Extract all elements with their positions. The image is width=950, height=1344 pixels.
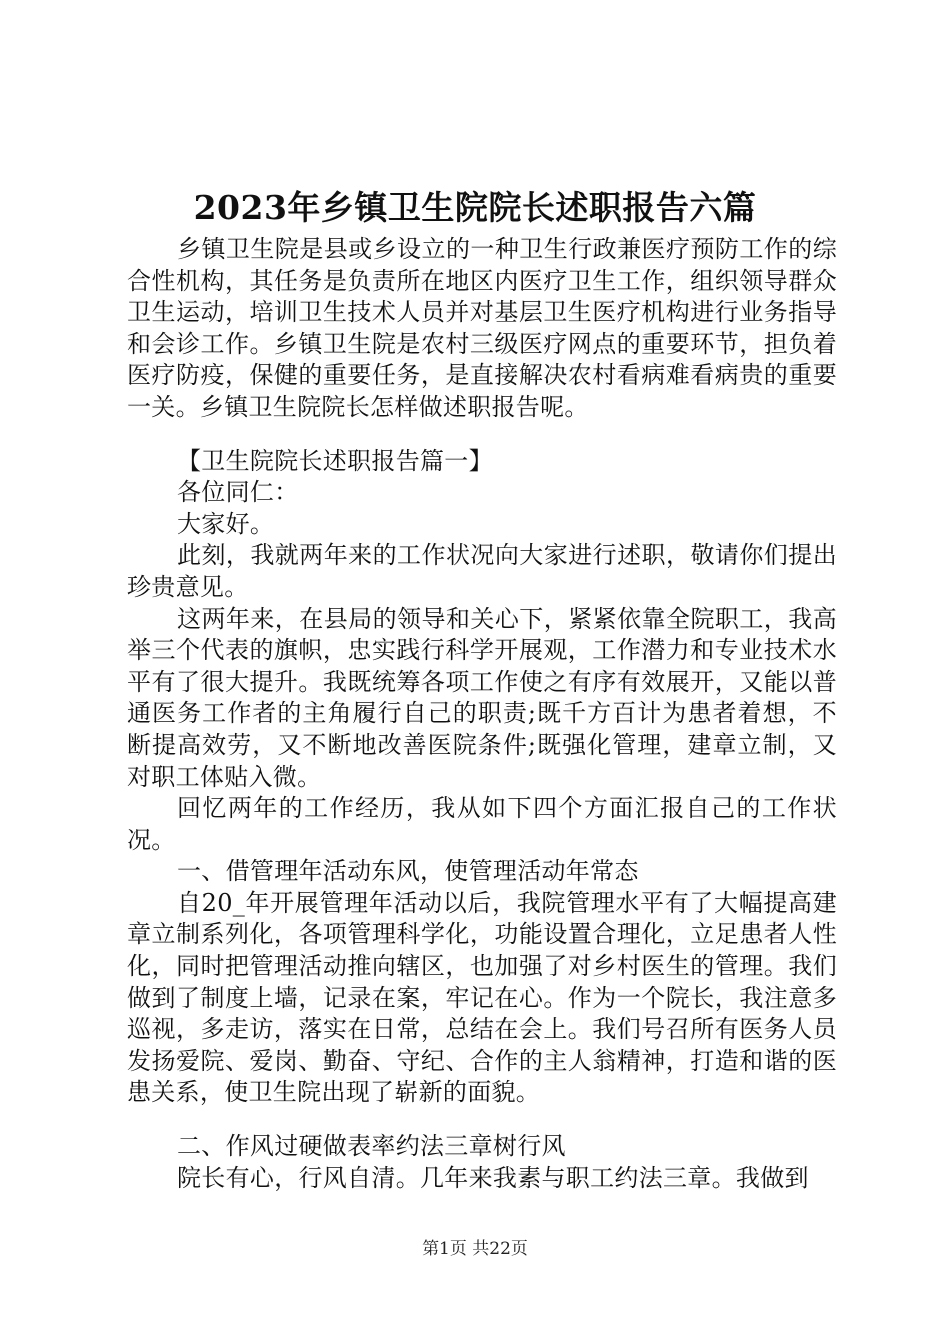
salutation: 各位同仁：	[177, 478, 299, 507]
intro-paragraph: 乡镇卫生院是县或乡设立的一种卫生行政兼医疗预防工作的综合性机构，其任务是负责所在地区内医疗卫生工作，组织领导群众卫生运动，培训卫生技术人员并对基层卫生医疗机构进行业务指导和会诊工作。乡镇卫生院是农村三级医疗网点的重要环节，担负着医疗防疫，保健的重要任务，是直接解决农村看病难看病贵的重要一关。乡镇卫生院院长怎样做述职报告呢。	[127, 235, 837, 421]
body-paragraph: 院长有心，行风自清。几年来我素与职工约法三章。我做到	[177, 1163, 809, 1192]
document-title: 2023年乡镇卫生院院长述职报告六篇	[193, 188, 757, 227]
section-heading: 【卫生院院长述职报告篇一】	[177, 446, 493, 475]
subsection-heading: 二、作风过硬做表率约法三章树行风	[177, 1132, 566, 1161]
greeting: 大家好。	[177, 509, 275, 538]
body-paragraph: 此刻，我就两年来的工作状况向大家进行述职，敬请你们提出珍贵意见。	[127, 541, 837, 601]
subsection-heading: 一、借管理年活动东风，使管理活动年常态	[177, 857, 639, 886]
document-body	[127, 234, 837, 1194]
body-paragraph: 这两年来，在县局的领导和关心下，紧紧依靠全院职工，我高举三个代表的旗帜，忠实践行科学开展观，工作潜力和专业技术水平有了很大提升。我既统筹各项工作使之有序有效展开，又能以普通医务工作者的主角履行自己的职责;既千方百计为患者着想，不断提高效劳，又不断地改善医院条件;既强化管理，建章立制，又对职工体贴入微。	[127, 604, 837, 791]
body-paragraph: 回忆两年的工作经历，我从如下四个方面汇报自己的工作状况。	[127, 794, 837, 854]
page-number-footer: 第1页 共22页	[422, 1239, 528, 1259]
body-paragraph: 自20_年开展管理年活动以后，我院管理水平有了大幅提高建章立制系列化，各项管理科学化，功能设置合理化，立足患者人性化，同时把管理活动推向辖区，也加强了对乡村医生的管理。我们做到了制度上墙，记录在案，牢记在心。作为一个院长，我注意多巡视，多走访，落实在日常，总结在会上。我们号召所有医务人员发扬爱院、爱岗、勤奋、守纪、合作的主人翁精神，打造和谐的医患关系，使卫生院出现了崭新的面貌。	[127, 888, 837, 1107]
